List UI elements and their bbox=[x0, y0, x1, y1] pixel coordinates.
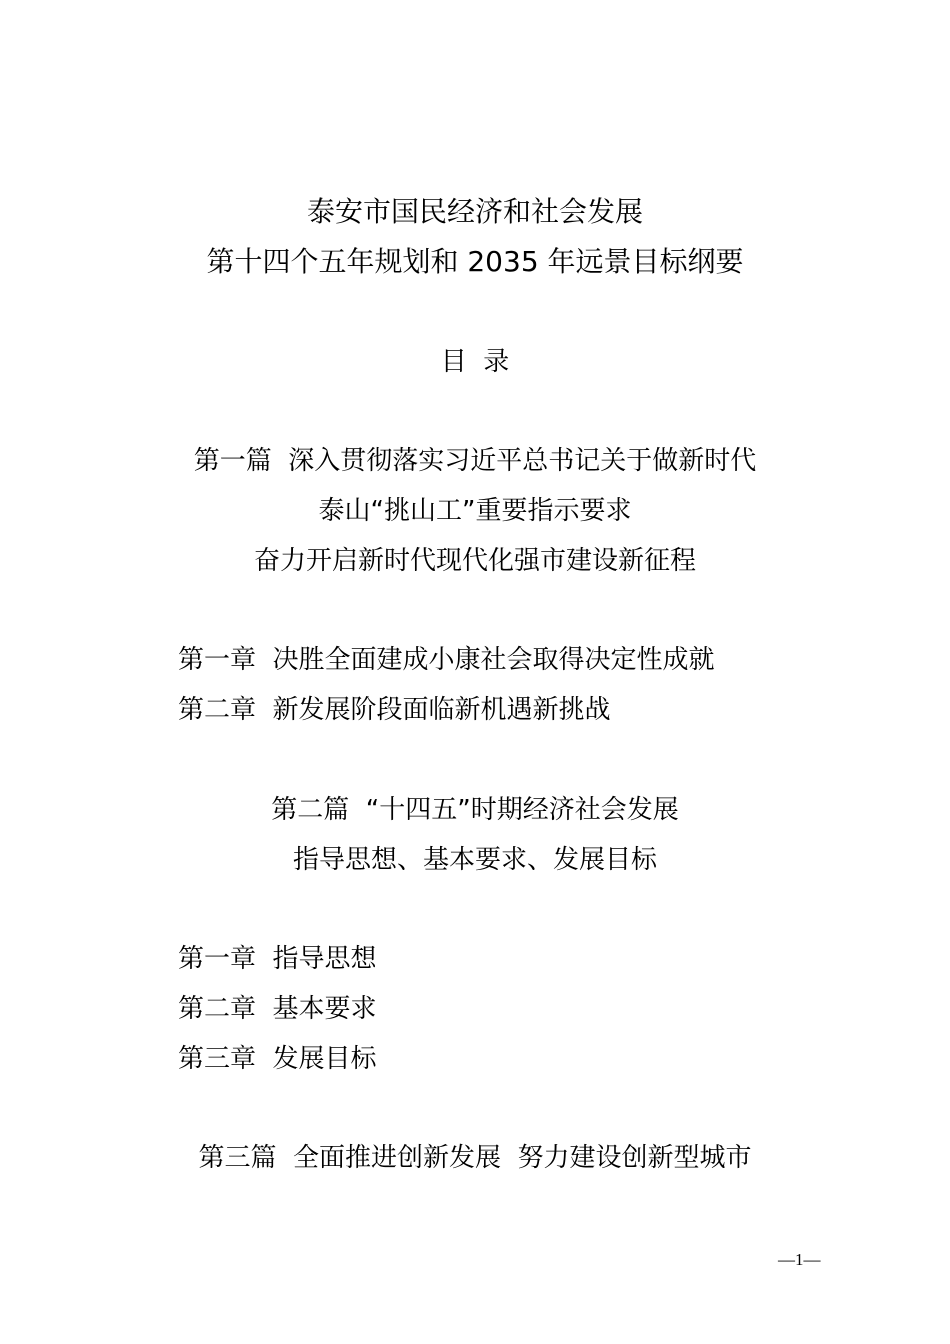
toc-part-1-line-2: 泰山“挑山工”重要指示要求 bbox=[318, 496, 632, 526]
page-number: —1— bbox=[778, 1250, 821, 1269]
toc-part-1-line-1: 第一篇 深入贯彻落实习近平总书记关于做新时代 bbox=[193, 446, 757, 476]
toc-part-1-chapter-2: 第二章 新发展阶段面临新机遇新挑战 bbox=[178, 695, 611, 725]
toc-part-2-line-1: 第二篇 “十四五”时期经济社会发展 bbox=[271, 795, 679, 825]
document-title-line-2: 第十四个五年规划和 2035 年远景目标纲要 bbox=[206, 245, 744, 278]
toc-part-1-line-3: 奋力开启新时代现代化强市建设新征程 bbox=[253, 546, 696, 576]
toc-part-2-chapter-3: 第三章 发展目标 bbox=[178, 1044, 377, 1074]
toc-part-2-line-2: 指导思想、基本要求、发展目标 bbox=[292, 845, 657, 875]
toc-part-1-chapter-1: 第一章 决胜全面建成小康社会取得决定性成就 bbox=[178, 645, 715, 675]
document-title-line-1: 泰安市国民经济和社会发展 bbox=[306, 195, 643, 228]
toc-part-3-line-1: 第三篇 全面推进创新发展 努力建设创新型城市 bbox=[198, 1143, 752, 1173]
toc-part-2-chapter-2: 第二章 基本要求 bbox=[178, 994, 377, 1024]
toc-heading: 目 录 bbox=[440, 347, 510, 377]
toc-part-2-chapter-1: 第一章 指导思想 bbox=[178, 944, 377, 974]
